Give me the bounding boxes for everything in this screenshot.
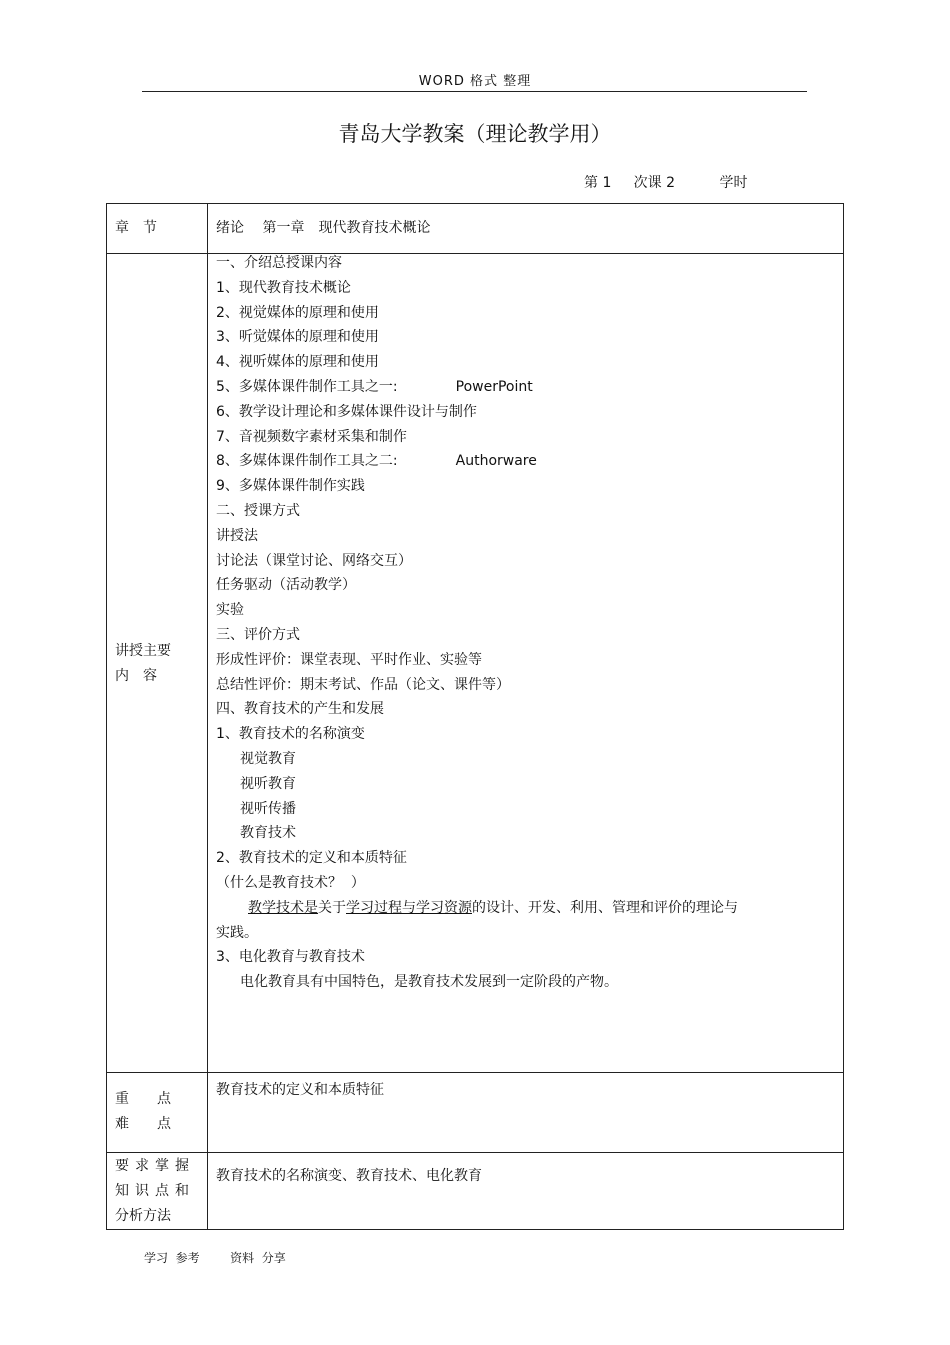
content-line xyxy=(216,896,835,921)
content-text: 5、多媒体课件制作工具之一: xyxy=(216,378,398,395)
content-line: 6、教学设计理论和多媒体课件设计与制作 xyxy=(216,403,477,420)
session-info xyxy=(584,172,748,192)
page-footer xyxy=(144,1249,286,1266)
session-prefix: 第 xyxy=(584,175,598,191)
session-hours: 2 xyxy=(666,175,676,191)
main-content-row xyxy=(107,254,844,1073)
content-line xyxy=(216,375,835,400)
footer-right: 资料 分享 xyxy=(230,1251,286,1265)
content-line: 任务驱动（活动教学） xyxy=(216,577,356,594)
content-line: 2、教育技术的定义和本质特征 xyxy=(216,850,407,867)
content-line: 1、现代教育技术概论 xyxy=(216,279,351,296)
content-line: 3、电化教育与教育技术 xyxy=(216,949,365,966)
key-content: 教育技术的定义和本质特征 xyxy=(216,1082,384,1098)
underlined-term: 学习过程与学习资源 xyxy=(346,899,472,916)
requirements-label-line2: 知识点和 xyxy=(115,1183,195,1199)
page-header: WORD 格式 整理 xyxy=(418,74,532,89)
content-line: 实践。 xyxy=(216,924,258,941)
content-line: 7、音视频数字素材采集和制作 xyxy=(216,428,407,445)
content-line: 视觉教育 xyxy=(240,750,296,767)
content-line: 二、授课方式 xyxy=(216,502,300,519)
requirements-content: 教育技术的名称演变、教育技术、电化教育 xyxy=(216,1168,482,1184)
key-label-line2: 难 点 xyxy=(115,1116,171,1132)
key-label xyxy=(107,1073,207,1137)
main-content-cell xyxy=(208,254,844,1073)
content-line xyxy=(216,449,835,474)
content-line: 讨论法（课堂讨论、网络交互） xyxy=(216,552,412,569)
requirements-label-line1: 要求掌握 xyxy=(115,1158,195,1174)
main-label-line1: 讲授主要 xyxy=(115,643,171,659)
chapter-part2: 第一章 现代教育技术概论 xyxy=(262,220,431,236)
content-line: 形成性评价：课堂表现、平时作业、实验等 xyxy=(216,651,482,668)
document-title: 青岛大学教案（理论教学用） xyxy=(338,122,612,146)
content-line: 视听传播 xyxy=(240,800,296,817)
chapter-part1: 绪论 xyxy=(216,220,244,236)
content-line: 讲授法 xyxy=(216,527,258,544)
chapter-content xyxy=(208,204,843,237)
requirements-label-line3: 分析方法 xyxy=(115,1208,171,1224)
tool-name-powerpoint: PowerPoint xyxy=(455,378,533,395)
content-line: 教育技术 xyxy=(240,825,296,842)
requirements-content-cell xyxy=(208,1153,844,1230)
chapter-content-cell xyxy=(208,204,844,254)
content-line: 实验 xyxy=(216,602,244,619)
lesson-plan-table xyxy=(106,203,844,1230)
content-line: 3、听觉媒体的原理和使用 xyxy=(216,329,379,346)
content-text: 8、多媒体课件制作工具之二: xyxy=(216,453,398,470)
key-label-cell xyxy=(107,1073,208,1153)
content-line: 2、视觉媒体的原理和使用 xyxy=(216,304,379,321)
content-line: 4、视听媒体的原理和使用 xyxy=(216,354,379,371)
content-line: 9、多媒体课件制作实践 xyxy=(216,478,365,495)
footer-left: 学习 参考 xyxy=(144,1251,200,1265)
requirements-row xyxy=(107,1153,844,1230)
chapter-label: 章 节 xyxy=(115,220,157,236)
content-line: 1、教育技术的名称演变 xyxy=(216,726,365,743)
underlined-term: 教学技术是 xyxy=(248,899,318,916)
key-content-cell xyxy=(208,1073,844,1153)
main-label xyxy=(115,639,171,689)
tool-name-authorware: Authorware xyxy=(455,453,537,470)
content-line: 三、评价方式 xyxy=(216,626,300,643)
content-line: （什么是教育技术？ ） xyxy=(216,874,365,891)
content-line: 一、介绍总授课内容 xyxy=(216,255,342,271)
content-text: 关于 xyxy=(318,899,346,916)
content-line: 四、教育技术的产生和发展 xyxy=(216,701,384,718)
session-mid: 次课 xyxy=(633,175,662,191)
main-label-cell xyxy=(107,254,208,1073)
main-label-line2: 内 容 xyxy=(115,668,157,684)
content-line: 电化教育具有中国特色，是教育技术发展到一定阶段的产物。 xyxy=(240,974,618,991)
chapter-label-cell xyxy=(107,204,208,254)
content-line: 视听教育 xyxy=(240,775,296,792)
main-content xyxy=(208,251,843,995)
key-points-row xyxy=(107,1073,844,1153)
content-line: 总结性评价：期末考试、作品（论文、课件等） xyxy=(216,676,510,693)
header-rule xyxy=(142,91,807,92)
chapter-row xyxy=(107,204,844,254)
key-label-line1: 重 点 xyxy=(115,1091,171,1107)
session-number: 1 xyxy=(602,175,612,191)
requirements-label xyxy=(107,1153,207,1229)
session-suffix: 学时 xyxy=(719,175,748,191)
content-text: 的设计、开发、利用、管理和评价的理论与 xyxy=(472,899,738,916)
requirements-label-cell xyxy=(107,1153,208,1230)
